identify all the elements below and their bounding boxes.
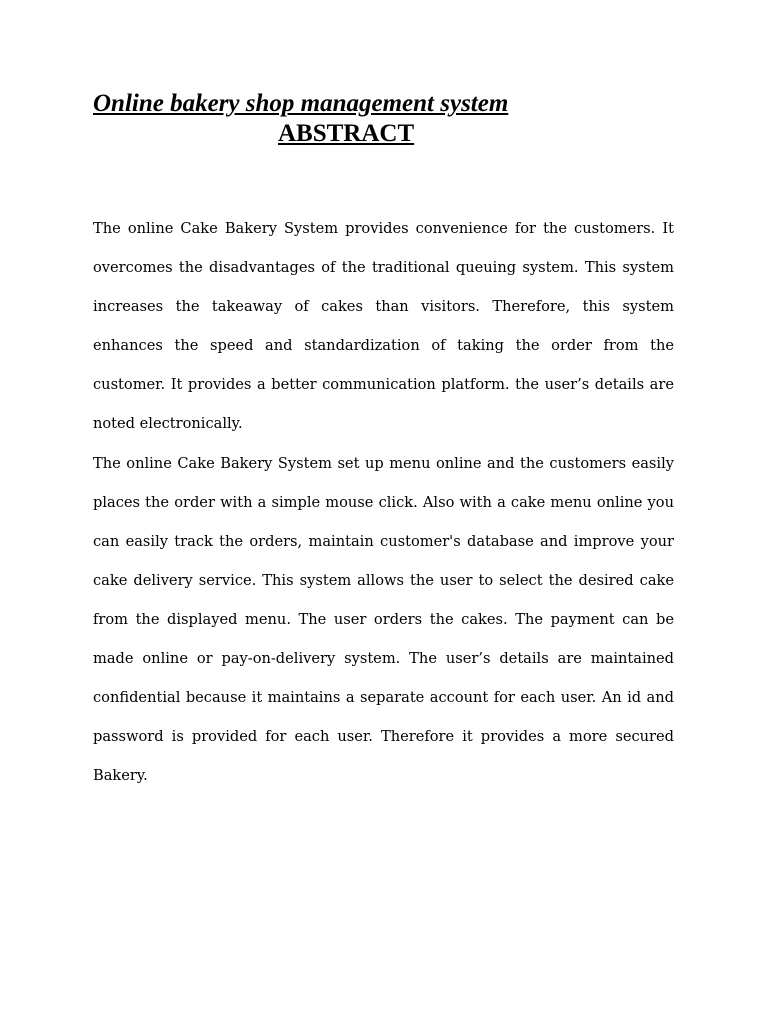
- abstract-paragraph-1: The online Cake Bakery System provides convenience for the customers. It overcomes the disadvantages of the traditional queuing system. This system increases the takeaway of cakes than visitors. Therefore, this system enhances the speed and standardization of taking the order from the customer. It provides a better communication platform. the user’s details are noted electronically.: [93, 220, 674, 432]
- abstract-heading: ABSTRACT: [278, 120, 415, 147]
- document-title: Online bakery shop management system: [93, 90, 509, 117]
- abstract-paragraph-2: The online Cake Bakery System set up menu online and the customers easily places the order with a simple mouse click. Also with a cake menu online you can easily track the orders, maintain customer's database and improve your cake delivery service. This system allows the user to select the desired cake from the displayed menu. The user orders the cakes. The payment can be made online or pay-on-delivery system. The user’s details are maintained confidential because it maintains a separate account for each user. An id and password is provided for each user. Therefore it provides a more secured Bakery.: [93, 455, 674, 784]
